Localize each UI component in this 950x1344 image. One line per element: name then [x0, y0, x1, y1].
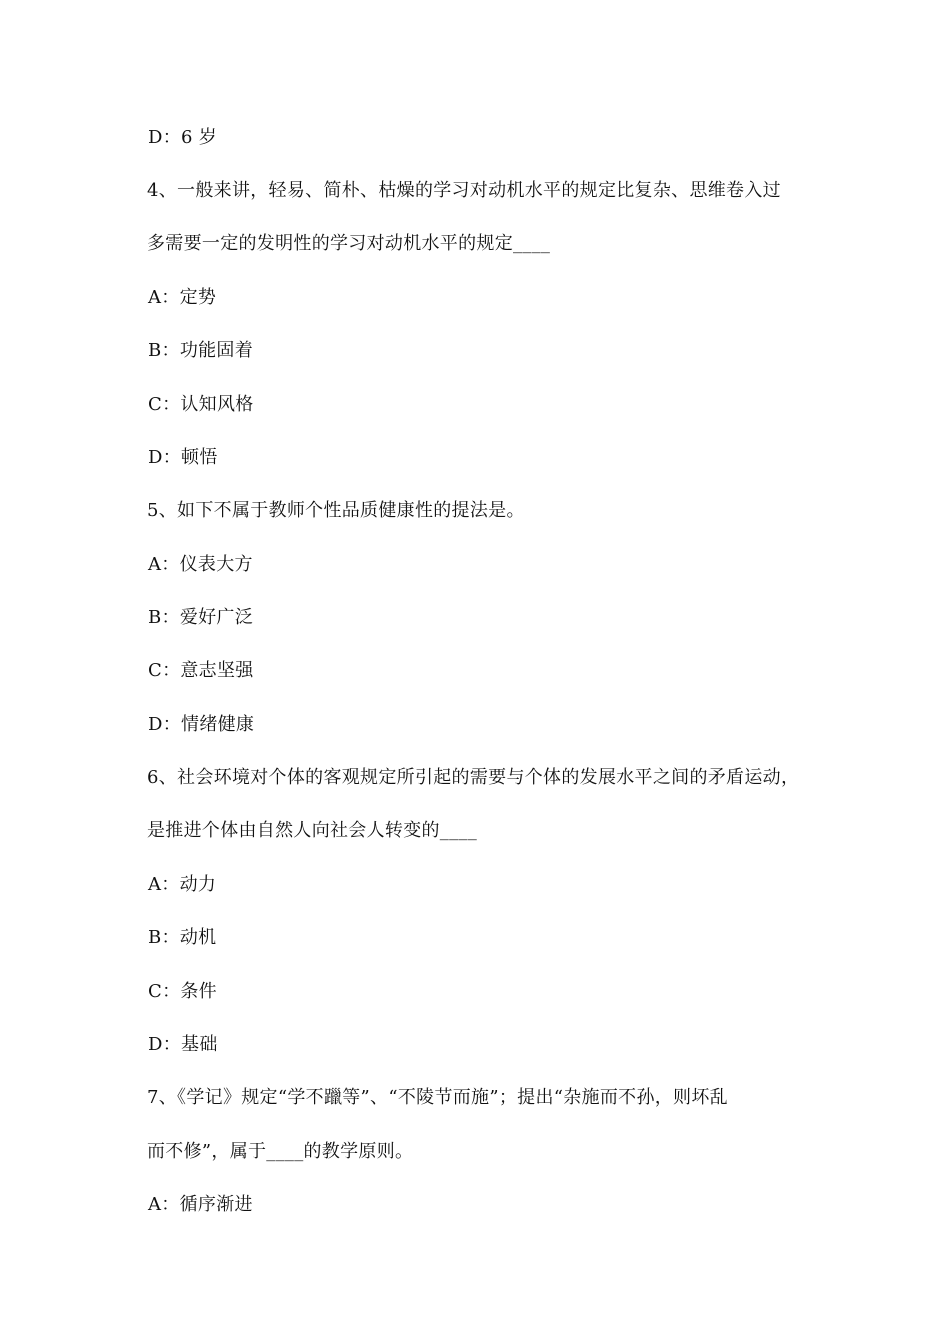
option-line: B：爱好广泛: [148, 607, 254, 628]
question-line: 4、一般来讲，轻易、简朴、枯燥的学习对动机水平的规定比复杂、思维卷入过: [147, 180, 781, 201]
option-line: C：意志坚强: [148, 660, 254, 681]
option-line: B：功能固着: [148, 340, 254, 361]
option-line: A：定势: [148, 287, 217, 308]
option-line: C：条件: [148, 981, 217, 1002]
option-line: C：认知风格: [148, 394, 254, 415]
question-line: 6、社会环境对个体的客观规定所引起的需要与个体的发展水平之间的矛盾运动，: [147, 767, 800, 788]
question-line: 5、如下不属于教师个性品质健康性的提法是。: [147, 500, 525, 521]
question-line: 多需要一定的发明性的学习对动机水平的规定____: [147, 233, 551, 254]
option-line: D：基础: [148, 1034, 218, 1055]
option-line: B：动机: [148, 927, 217, 948]
option-line: D：顿悟: [148, 447, 218, 468]
option-line: D：6 岁: [148, 127, 218, 148]
option-line: A：动力: [148, 874, 217, 895]
question-line: 是推进个体由自然人向社会人转变的____: [147, 820, 477, 841]
question-line: 7、《学记》规定“学不躐等”、“不陵节而施”；提出“杂施而不孙，则坏乱: [147, 1087, 728, 1108]
question-line: 而不修”，属于____的教学原则。: [147, 1141, 414, 1162]
option-line: A：循序渐进: [148, 1194, 253, 1215]
option-line: D：情绪健康: [148, 714, 255, 735]
option-line: A：仪表大方: [148, 554, 253, 575]
